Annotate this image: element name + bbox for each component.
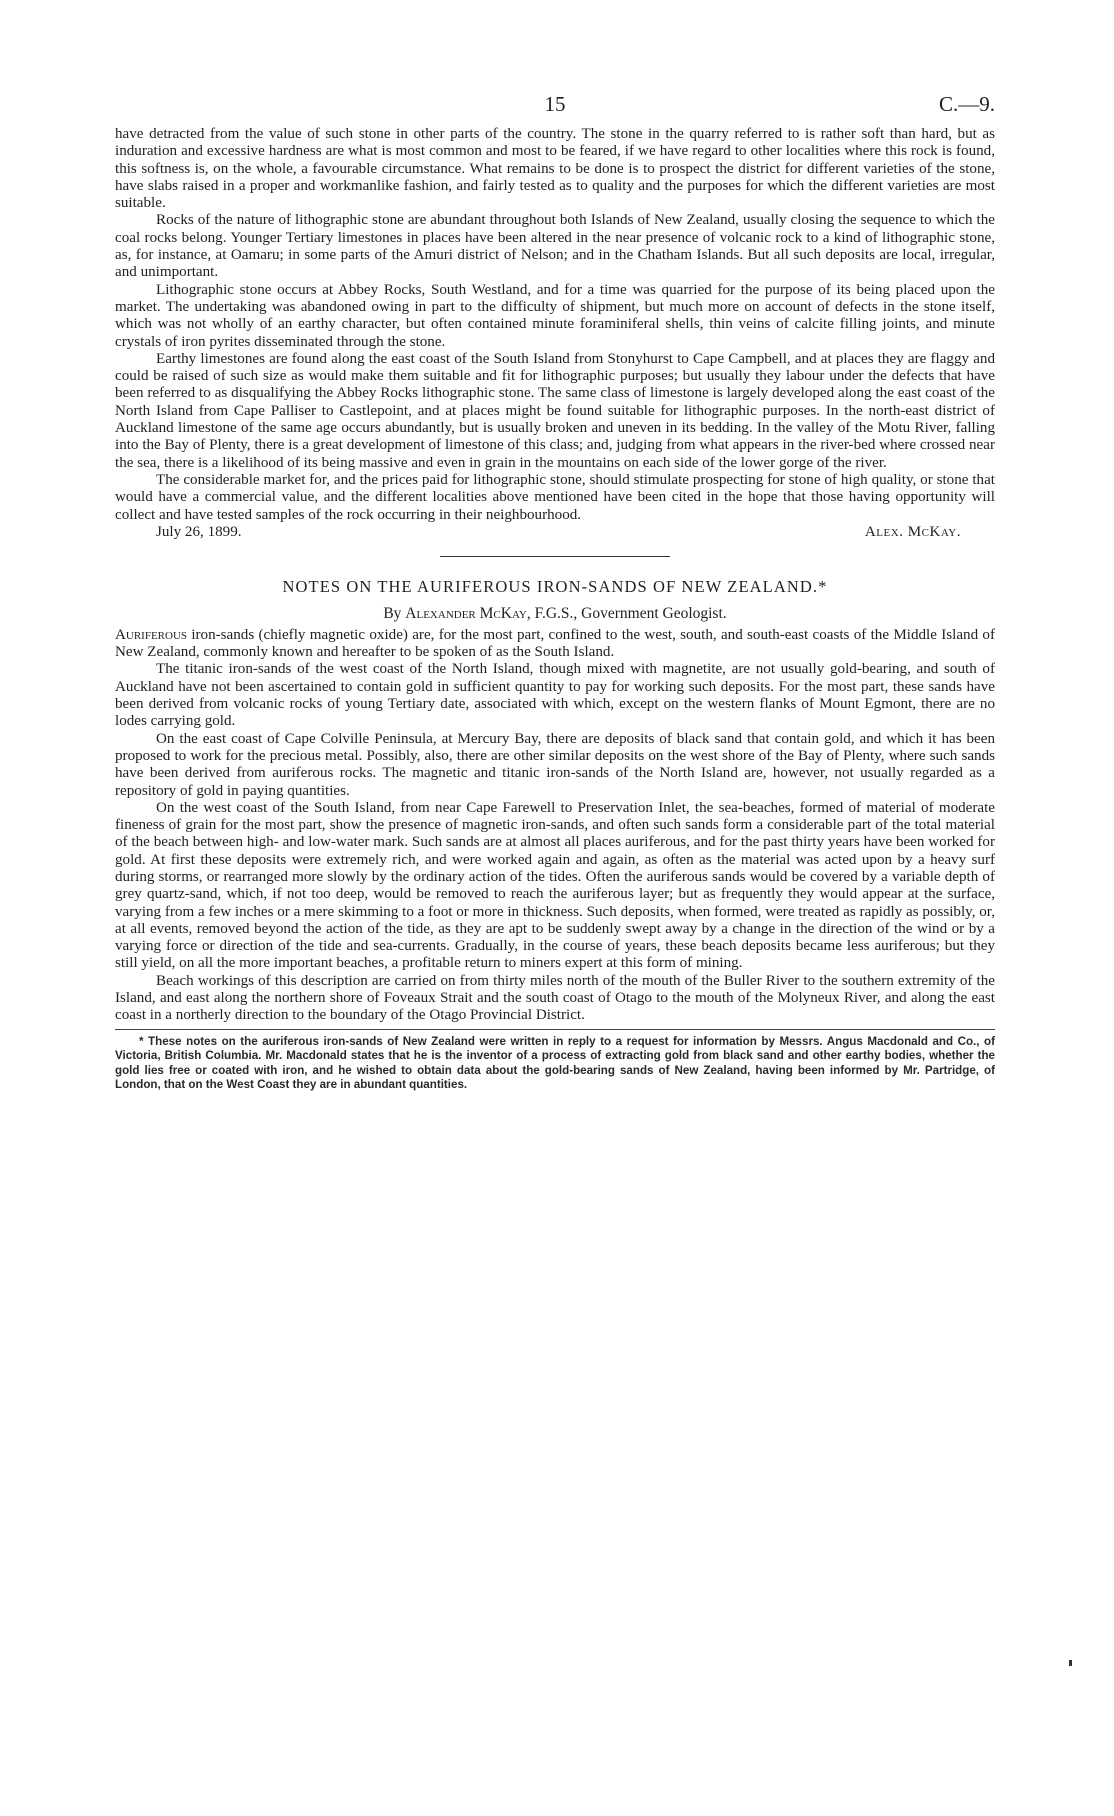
body-paragraph: Rocks of the nature of lithographic stone are abundant throughout both Islands of New Zealand, usually closing the sequence to which the coal rocks belong. Younger Tertiary limestones in places have been altered in the near presence of volcanic rock to a kind of lithographic stone, as, for instance, at Oamaru; in some parts of the Amuri district of Nelson; and in the Chatham Islands. But all such deposits are local, irregular, and unimportant. bbox=[115, 212, 995, 281]
document-page bbox=[115, 92, 995, 1093]
article-byline bbox=[115, 605, 995, 623]
body-paragraph: The considerable market for, and the prices paid for lithographic stone, should stimulate prospecting for stone of high quality, or stone that would have a commercial value, and the different localities above mentioned have been cited in the hope that those having opportunity will collect and have tested samples of the rock occurring in their neighbourhood. bbox=[115, 471, 995, 523]
body-paragraph: Beach workings of this description are carried on from thirty miles north of the mouth of the Buller River to the southern extremity of the Island, and east along the northern shore of Foveaux Strait and the south coast of Otago to the mouth of the Molyneux River, and along the east coast in a northerly direction to the boundary of the Otago Provincial District. bbox=[115, 972, 995, 1024]
body-paragraph: The titanic iron-sands of the west coast of the North Island, though mixed with magnetite, are not usually gold-bearing, and south of Auckland have not been ascertained to contain gold in sufficient quantity to pay for working such deposits. For the most part, these sands have been derived from volcanic rocks of young Tertiary date, associated with which, except on the western flanks of Mount Egmont, there are no lodes carrying gold. bbox=[115, 661, 995, 730]
byline-prefix: By bbox=[383, 604, 402, 622]
body-paragraph: Lithographic stone occurs at Abbey Rocks, South Westland, and for a time was quarried for the purpose of its being placed upon the market. The undertaking was abandoned owing in part to the difficulty of shipment, but much more on account of defects in the stone itself, which was not wholly of an earthy character, but often contained minute foraminiferal shells, thin veins of calcite filling joints, and minute crystals of iron pyrites disseminated through the stone. bbox=[115, 281, 995, 350]
signature-line bbox=[115, 524, 995, 546]
signature-name: Alex. McKay. bbox=[864, 523, 961, 540]
byline-author: Alexander McKay bbox=[405, 604, 527, 622]
lead-paragraph bbox=[115, 627, 995, 662]
body-paragraph: On the west coast of the South Island, from near Cape Farewell to Preservation Inlet, the sea-beaches, formed of material of moderate fineness of grain for the most part, show the presence of magnetic iron-sands, and often such sands form a considerable part of the total material of the beach between high- and low-water mark. Such sands are at almost all places auriferous, and for the past thirty years have been worked for gold. At first these deposits were extremely rich, and were worked again and again, as often as the material was acted upon by a heavy surf during storms, or rearranged more slowly by the ordinary action of the tides. Often the auriferous sands would be covered by a variable depth of grey quartz-sand, which, if not too deep, would be removed to reach the auriferous layer; but as frequently they would appear at the surface, varying from a few inches or a mere skimming to a foot or more in thickness. Such deposits, when formed, were treated as rapidly as possibly, or, at all events, removed beyond the action of the tide, as they are apt to be suddenly swept away by a change in the direction of the wind or by a varying force or direction of the tide and sea-currents. Gradually, in the course of years, these beach deposits became less auriferous; but they still yield, on all the more important beaches, a profitable return to miners expert at this form of mining. bbox=[115, 799, 995, 972]
body-paragraph: Earthy limestones are found along the east coast of the South Island from Stonyhurst to Cape Campbell, and at places they are flaggy and could be raised of such size as would make them suitable and fit for lithographic purposes; but usually they labour under the defects that have been referred to as disqualifying the Abbey Rocks lithographic stone. The same class of limestone is largely developed along the east coast of the North Island from Cape Palliser to Castlepoint, and at places might be found suitable for lithographic purposes. In the north-east district of Auckland limestone of the same age occurs abundantly, but is usually broken and uneven in its bedding. In the valley of the Motu River, falling into the Bay of Plenty, there is a great development of limestone of this class; and, judging from what appears in the river-bed where crossed near the sea, there is a likelihood of its being massive and even in grain in the mountains on each side of the lower gorge of the river. bbox=[115, 350, 995, 471]
lithographic-stone-article bbox=[115, 126, 995, 546]
body-paragraph: On the east coast of Cape Colville Peninsula, at Mercury Bay, there are deposits of black sand that contain gold, and which it has been proposed to work for the precious metal. Possibly, also, there are other similar deposits on the west shore of the Bay of Plenty, where such sands have been derived from auriferous rocks. The magnetic and titanic iron-sands of the North Island are, however, not usually regarded as a repository of gold in paying quantities. bbox=[115, 730, 995, 799]
lead-word: Auriferous bbox=[115, 626, 188, 643]
iron-sands-article bbox=[115, 577, 995, 1093]
article-title: NOTES ON THE AURIFEROUS IRON-SANDS OF NEW ZEALAND.* bbox=[282, 576, 828, 596]
section-divider bbox=[440, 556, 670, 557]
body-paragraph: have detracted from the value of such stone in other parts of the country. The stone in the quarry referred to is rather soft than hard, but as induration and excessive hardness are what is most common and most to be feared, if we have regard to other localities where this rock is found, this softness is, on the whole, a favourable circumstance. What remains to be done is to prospect the district for different varieties of the stone, have slabs raised in a proper and workmanlike fashion, and fairly tested as to quality and the purposes for which the different varieties are most suitable. bbox=[115, 126, 995, 212]
lead-text: iron-sands (chiefly magnetic oxide) are, for the most part, confined to the west, south, and south-east coasts of the Middle Island of New Zealand, commonly known and hereafter to be spoken of as the South Island. bbox=[115, 626, 995, 661]
byline-suffix: , F.G.S., Government Geologist. bbox=[526, 604, 727, 622]
print-speck bbox=[1069, 1660, 1072, 1666]
page-number: 15 bbox=[544, 92, 566, 116]
page-header bbox=[115, 92, 995, 126]
document-reference: C.—9. bbox=[938, 92, 995, 116]
footnote-divider bbox=[115, 1029, 995, 1030]
signature-date: July 26, 1899. bbox=[156, 523, 242, 540]
footnote: * These notes on the auriferous iron-sands of New Zealand were written in reply to a request for information by Messrs. Angus Macdonald and Co., of Victoria, British Columbia. Mr. Macdonald states that he is the inventor of a process of extracting gold from black sand and other earthy bodies, whether the gold lies free or coated with iron, and he wished to obtain data about the gold-bearing sands of New Zealand, having been informed by Mr. Partridge, of London, that on the West Coast they are in abundant quantities. bbox=[115, 1034, 995, 1092]
